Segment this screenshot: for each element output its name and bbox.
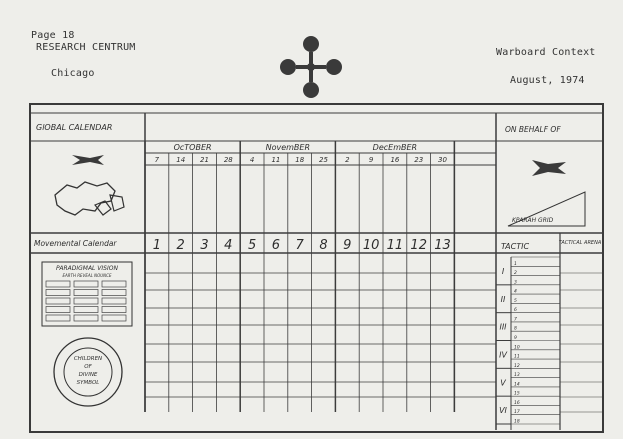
- tactic-roman: IV: [499, 350, 507, 360]
- vision-cell: [46, 290, 70, 296]
- tactic-roman: III: [499, 322, 507, 332]
- vision-cell: [102, 315, 126, 321]
- city: Chicago: [51, 68, 95, 79]
- date-label: 2: [345, 156, 350, 164]
- page-number: Page 18: [31, 30, 75, 41]
- arrowhead-emblem-left: [72, 155, 104, 165]
- date-label: 7: [154, 156, 160, 164]
- week-number: 13: [434, 238, 451, 253]
- seal-text: OF: [84, 364, 92, 370]
- date-label: 21: [200, 156, 209, 164]
- vision-cell: [46, 298, 70, 304]
- vision-cell: [46, 307, 70, 313]
- tactic-subrow-number: 10: [514, 345, 520, 351]
- date-label: 4: [249, 156, 255, 164]
- week-number: 4: [224, 238, 233, 253]
- tactical-arena-label: TACTICAL ARENA: [558, 240, 602, 246]
- date-label: 23: [414, 156, 424, 164]
- week-number: 3: [200, 238, 209, 253]
- tactic-subrow-number: 15: [514, 391, 520, 397]
- arrowhead-emblem-right: [532, 160, 566, 176]
- week-number: 5: [247, 238, 257, 253]
- week-number: 2: [176, 238, 185, 253]
- date-label: 18: [295, 156, 305, 164]
- date-label: 9: [368, 156, 374, 164]
- date-label: 25: [319, 156, 328, 164]
- vision-cell: [46, 281, 70, 287]
- date-label: 16: [390, 156, 400, 164]
- date-label: 14: [176, 156, 186, 164]
- vision-subtitle: EARTH REVEAL NOUNCE: [62, 273, 112, 278]
- date-label: 11: [271, 156, 281, 164]
- tactic-subrow-number: 9: [514, 336, 517, 341]
- tactic-subrow-number: 4: [514, 289, 517, 295]
- vision-cell: [74, 307, 98, 313]
- tactic-roman: V: [500, 378, 506, 388]
- tactic-subrow-number: 14: [514, 382, 520, 388]
- tactic-subrow-number: 13: [514, 373, 520, 379]
- kparah-grid-label: KPARAH GRID: [512, 217, 554, 224]
- vision-cell: [74, 298, 98, 304]
- tactic-subrow-number: 11: [514, 354, 520, 360]
- week-number: 6: [271, 238, 281, 253]
- tactic-subrow-number: 17: [514, 410, 520, 416]
- vision-cell: [74, 315, 98, 321]
- tactic-subrow-number: 7: [514, 317, 517, 323]
- vision-cell: [102, 307, 126, 313]
- tactic-subrow-number: 18: [514, 419, 520, 425]
- tactic-subrow-number: 5: [514, 298, 517, 304]
- tactic-subrow-number: 1: [514, 261, 517, 267]
- week-number: 1: [152, 238, 162, 253]
- global-calendar-label: GlOBAL CALENDAR: [36, 123, 113, 132]
- seal-text: CHILDREN: [73, 356, 103, 362]
- week-number: 8: [319, 238, 328, 253]
- tactic-subrow-number: 8: [514, 326, 517, 332]
- week-number: 10: [362, 238, 380, 253]
- tactic-subrow-number: 12: [514, 363, 520, 369]
- date-label: 28: [223, 156, 233, 164]
- tactic-subrow-number: 16: [514, 400, 520, 406]
- week-number: 11: [386, 238, 404, 253]
- month-label: OcTOBER: [173, 143, 212, 152]
- world-map-sketch: [55, 182, 124, 215]
- on-behalf-of-label: ON BEHALF OF: [505, 125, 561, 134]
- org-name: RESEARCH CENTRUM: [36, 42, 136, 53]
- tactic-roman: II: [500, 294, 506, 304]
- month-label: NovemBER: [265, 143, 311, 152]
- vision-cell: [102, 298, 126, 304]
- vision-cell: [74, 281, 98, 287]
- seal-text: SYMBOL: [76, 380, 100, 386]
- vision-cell: [102, 281, 126, 287]
- tactic-roman: I: [501, 266, 505, 276]
- vision-title: PARADIGMAL VISION: [56, 265, 118, 272]
- tactic-subrow-number: 3: [514, 280, 517, 286]
- tactic-subrow-number: 6: [514, 308, 517, 314]
- vision-cell: [102, 290, 126, 296]
- doc-title: Warboard Context: [496, 47, 596, 58]
- tactic-label: TACTIC: [501, 242, 530, 251]
- movement-calendar-label: Movemental Calendar: [34, 239, 117, 248]
- week-number: 9: [343, 238, 352, 253]
- doc-date: August, 1974: [510, 75, 585, 86]
- week-number: 7: [295, 238, 304, 253]
- vision-cell: [46, 315, 70, 321]
- week-number: 12: [410, 238, 427, 253]
- tactic-subrow-number: 2: [514, 271, 517, 277]
- date-label: 30: [438, 156, 447, 164]
- tactic-roman: VI: [499, 406, 507, 416]
- vision-cell: [74, 290, 98, 296]
- month-label: DecEmBER: [372, 143, 418, 152]
- seal-text: DIVINE: [78, 372, 98, 378]
